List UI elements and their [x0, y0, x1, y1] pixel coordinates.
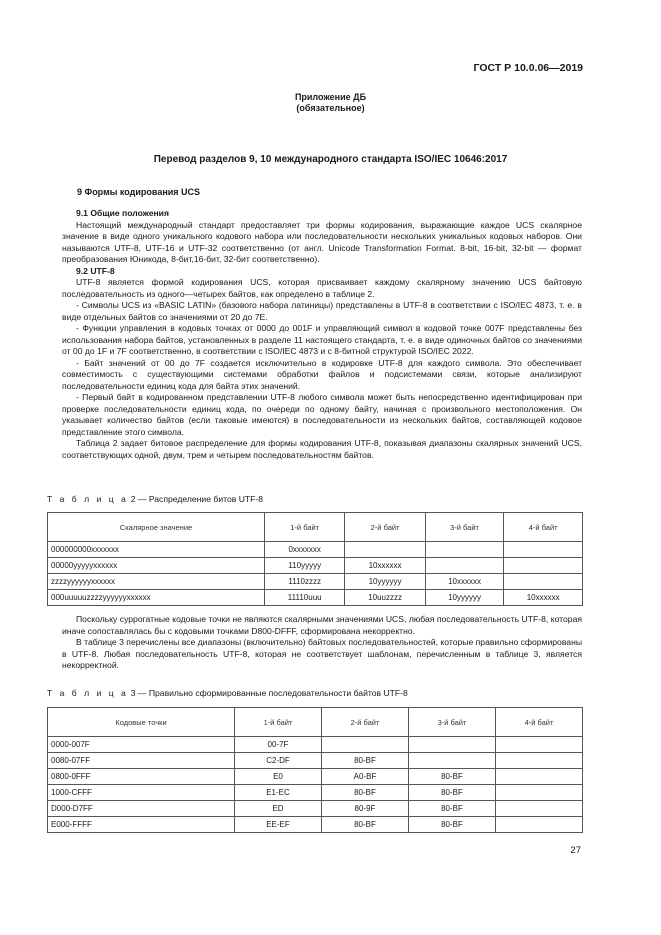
table-cell: D000-D7FF	[48, 801, 235, 817]
column-header: 4-й байт	[496, 708, 583, 737]
table-cell: 11110uuu	[265, 590, 345, 606]
table-cell: 1110zzzz	[265, 574, 345, 590]
table-cell: 80-BF	[409, 785, 496, 801]
annex-title: Приложение ДБ	[294, 92, 367, 102]
table-cell	[425, 542, 504, 558]
table-cell: 00000yyyyyxxxxxx	[48, 558, 265, 574]
table-cell	[504, 542, 583, 558]
table-cell: 110yyyyy	[265, 558, 345, 574]
table-cell: 10xxxxxx	[425, 574, 504, 590]
paragraph: Таблица 2 задает битовое распределение для формы кодирования UTF-8, показывая диапазоны скалярных значений UCS, соответствующих одной, двум, трем и четырем последовательностям байтов.	[62, 438, 582, 460]
table-row	[48, 817, 583, 833]
table-cell: EE-EF	[235, 817, 322, 833]
table-label: Т а б л и ц а	[47, 494, 129, 504]
table-cell: E000-FFFF	[48, 817, 235, 833]
table-cell: 0080-07FF	[48, 753, 235, 769]
table-cell	[496, 737, 583, 753]
table-cell: C2-DF	[235, 753, 322, 769]
table-cell: 80-BF	[409, 769, 496, 785]
column-header: 3-й байт	[425, 513, 504, 542]
table-cell	[345, 542, 425, 558]
standard-designation: ГОСТ Р 10.0.06—2019	[473, 62, 583, 74]
table-cell	[496, 801, 583, 817]
table-cell	[425, 558, 504, 574]
table-2-caption	[47, 494, 263, 504]
subsection-title: 9.2 UTF-8	[76, 265, 115, 276]
table-row	[48, 574, 583, 590]
document-heading: Перевод разделов 9, 10 международного стандарта ISO/IEC 10646:2017	[153, 154, 508, 165]
table-cell: 1000-CFFF	[48, 785, 235, 801]
table-3	[47, 707, 583, 833]
table-cell: E1-EC	[235, 785, 322, 801]
table-cell: 10yyyyyy	[425, 590, 504, 606]
table-row	[48, 558, 583, 574]
table-cell: 80-BF	[322, 817, 409, 833]
column-header: Скалярное значение	[48, 513, 265, 542]
table-row	[48, 542, 583, 558]
table-header-row	[48, 708, 583, 737]
table-cell: zzzzyyyyyyxxxxxx	[48, 574, 265, 590]
column-header: 1-й байт	[235, 708, 322, 737]
table-row	[48, 590, 583, 606]
table-cell: 000000000xxxxxxx	[48, 542, 265, 558]
table-cell	[322, 737, 409, 753]
column-header: 3-й байт	[409, 708, 496, 737]
table-cell: 80-BF	[409, 817, 496, 833]
table-caption-text: 2 — Распределение битов UTF-8	[130, 494, 264, 504]
page-number: 27	[570, 845, 581, 856]
table-cell	[409, 753, 496, 769]
paragraph: Поскольку суррогатные кодовые точки не являются скалярными значениями UCS, любая последовательность UTF-8, которая иначе сопоставлялась бы с кодовыми точками D800-DFFF, сформирована некорректно.	[62, 614, 582, 636]
table-cell: 00-7F	[235, 737, 322, 753]
table-cell	[496, 753, 583, 769]
paragraph: - Первый байт в кодированном представлении UTF-8 любого символа может быть непосредственно идентифицирован при проверке последовательности единиц кода, по очереди по одному байту, начиная с произвольного местоположения. Он указывает количество байтов (если таковые имеются) в последовательности из нескольких байтов, составляющей кодовое представление этого символа.	[62, 392, 582, 437]
table-cell: 80-BF	[322, 785, 409, 801]
table-cell	[496, 785, 583, 801]
table-cell	[409, 737, 496, 753]
table-cell: 80-BF	[409, 801, 496, 817]
paragraph: Настоящий международный стандарт предоставляет три формы кодирования, выражающие каждое UCS скалярное значение в виде одного уникального кодового набора или последовательности нескольких уникальных кодовых наборов. Они называются UTF-8, UTF-16 и UTF-32 соответственно (от англ. Unicode Transformation Format. 8-bit, 16-bit, 32-bit — формат преобразования Юникода, 8-бит,16-бит, 32-бит соответственно).	[62, 219, 582, 264]
table-cell: 0xxxxxxx	[265, 542, 345, 558]
table-label: Т а б л и ц а	[47, 688, 129, 698]
column-header: 1-й байт	[265, 513, 345, 542]
table-row	[48, 785, 583, 801]
table-cell	[496, 817, 583, 833]
table-cell	[504, 574, 583, 590]
table-cell: 0000-007F	[48, 737, 235, 753]
table-cell: 10xxxxxx	[345, 558, 425, 574]
section-9-1	[62, 208, 582, 461]
table-cell	[504, 558, 583, 574]
table-caption-text: 3 — Правильно сформированные последовательности байтов UTF-8	[130, 688, 408, 698]
table-cell: A0-BF	[322, 769, 409, 785]
table-cell: 10yyyyyy	[345, 574, 425, 590]
paragraph: UTF-8 является формой кодирования UCS, которая присваивает каждому скалярному значению UCS байтовую последовательность из одного—четырех байтов, как определено в таблице 2.	[62, 277, 582, 299]
section-9-title: 9 Формы кодирования UCS	[77, 187, 201, 197]
table-cell: ED	[235, 801, 322, 817]
column-header: 4-й байт	[504, 513, 583, 542]
table-cell	[496, 769, 583, 785]
paragraph: - Функции управления в кодовых точках от 0000 до 001F и управляющий символ в кодовой точке 007F представлены без использования набора байтов, установленных в разделе 11 настоящего стандарта, т. е. в виде одиночных байтов со значениями от 00 до 1F и 7F соответственно, в соответствии с ISO/IEC 4873 и с 8-битной структурой ISO/IEC 2022.	[62, 323, 582, 356]
column-header: Кодовые точки	[48, 708, 235, 737]
column-header: 2-й байт	[345, 513, 425, 542]
paragraph: - Байт значений от 00 до 7F создается исключительно в кодировке UTF-8 для каждого символа. Это обеспечивает совместимость с существующими системами обработки файлов и подсистемами связи, которые анализируют последовательности единиц кода для байта этих значений.	[62, 357, 582, 391]
text-after-table-2	[62, 614, 582, 672]
table-row	[48, 801, 583, 817]
paragraph: В таблице 3 перечислены все диапазоны (включительно) байтовых последовательностей, которые правильно сформированы в UTF-8. Любая последовательность UTF-8, которая не соответствует шаблонам, перечисленным в таблице 3, является некорректной.	[62, 637, 582, 670]
table-cell: 0800-0FFF	[48, 769, 235, 785]
table-row	[48, 769, 583, 785]
table-row	[48, 753, 583, 769]
annex-status: (обязательное)	[296, 103, 365, 113]
subsection-title: 9.1 Общие положения	[76, 208, 169, 218]
paragraph: - Символы UCS из «BASIC LATIN» (базового набора латиницы) представлены в UTF-8 в соответствии с ISO/IEC 4873, т. е. в виде отдельных байтов со значениями от 20 до 7E.	[62, 300, 582, 322]
table-header-row	[48, 513, 583, 542]
table-cell: 80-9F	[322, 801, 409, 817]
table-cell: 000uuuuuzzzzyyyyyyxxxxxx	[48, 590, 265, 606]
table-row	[48, 737, 583, 753]
table-cell: E0	[235, 769, 322, 785]
table-cell: 10uuzzzz	[345, 590, 425, 606]
table-cell: 80-BF	[322, 753, 409, 769]
table-3-caption	[47, 688, 408, 698]
column-header: 2-й байт	[322, 708, 409, 737]
table-2	[47, 512, 583, 606]
table-cell: 10xxxxxx	[504, 590, 583, 606]
